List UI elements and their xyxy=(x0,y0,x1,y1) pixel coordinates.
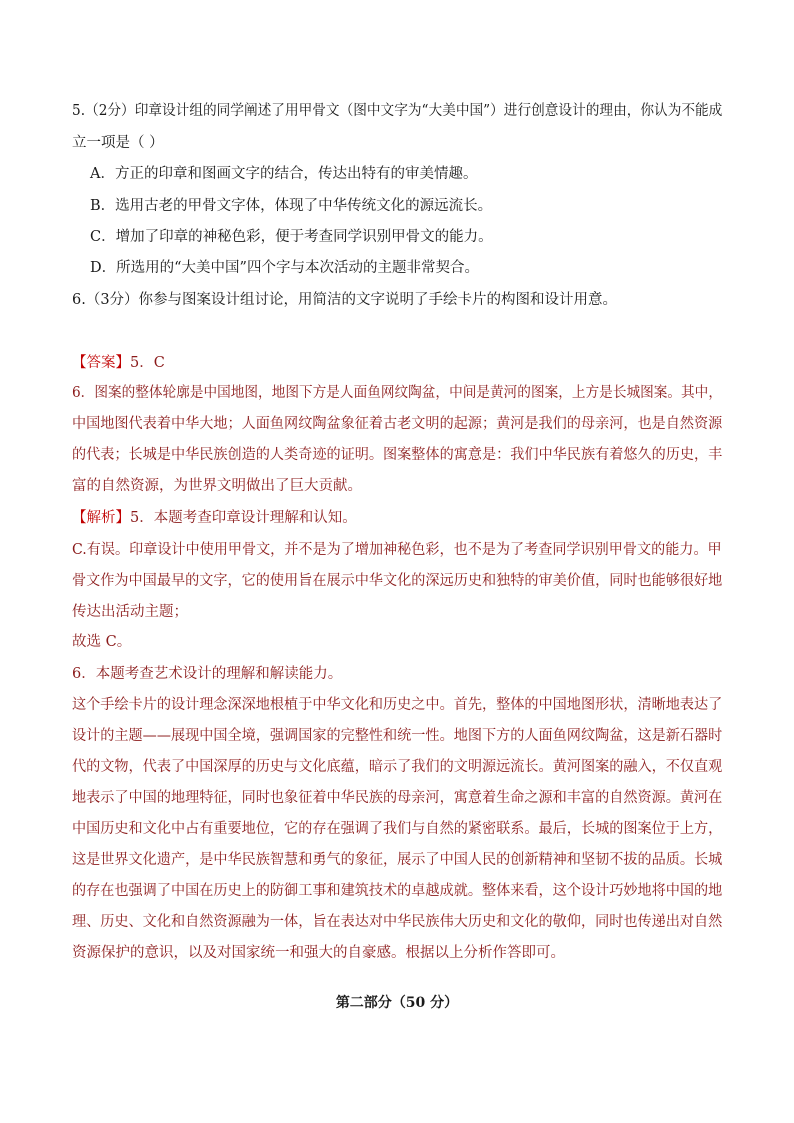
analysis-5-line-2: 骨文作为中国最早的文字，它的使用旨在展示中华文化的深远历史和独特的审美价值，同时也能够很好地 xyxy=(72,573,723,589)
analysis-5-line-1: C.有误。印章设计中使用甲骨文，并不是为了增加神秘色彩，也不是为了考查同学识别甲骨文的能力。甲 xyxy=(72,542,722,558)
analysis-6-line-6: 这是世界文化遗产，是中华民族智慧和勇气的象征，展示了中国人民的创新精神和坚韧不拔的品质。长城 xyxy=(72,852,723,868)
analysis-6-intro: 6．本题考查艺术设计的理解和解读能力。 xyxy=(72,666,343,682)
question-6-line-1: 6.（3分）你参与图案设计组讨论，用简洁的文字说明了手绘卡片的构图和设计用意。 xyxy=(72,292,618,308)
section-title: 第二部分（50 分） xyxy=(335,995,459,1011)
question-5-line-1: 5.（2分）印章设计组的同学阐述了用甲骨文（图中文字为“大美中国”）进行创意设计的理由，你认为不能成 xyxy=(72,103,723,119)
analysis-6-line-9: 资源保护的意识，以及对国家统一和强大的自豪感。根据以上分析作答即可。 xyxy=(72,945,565,961)
answer-line-4: 富的自然资源，为世界文明做出了巨大贡献。 xyxy=(72,478,362,494)
option-c: C．增加了印章的神秘色彩，便于考查同学识别甲骨文的能力。 xyxy=(90,229,493,245)
analysis-6-line-7: 的存在也强调了中国在历史上的防御工事和建筑技术的卓越成就。整体来看，这个设计巧妙地将中国的地 xyxy=(72,883,723,899)
answer-line-2: 中国地图代表着中华大地；人面鱼网纹陶盆象征着古老文明的起源；黄河是我们的母亲河，也是自然资源 xyxy=(72,416,723,432)
answer-line-1: 6．图案的整体轮廓是中国地图，地图下方是人面鱼网纹陶盆，中间是黄河的图案，上方是长城图案。其中， xyxy=(72,385,722,401)
answer-heading xyxy=(72,353,165,373)
analysis-6-line-2: 设计的主题——展现中国全境，强调国家的完整性和统一性。地图下方的人面鱼网纹陶盆，这是新石器时 xyxy=(72,728,723,744)
analysis-text: 5．本题考查印章设计理解和认知。 xyxy=(130,510,357,526)
analysis-label: 【解析】 xyxy=(72,510,130,526)
answer-label: 【答案】 xyxy=(72,355,130,371)
option-a: A．方正的印章和图画文字的结合，传达出特有的审美情趣。 xyxy=(90,166,478,182)
option-d: D．所选用的“大美中国”四个字与本次活动的主题非常契合。 xyxy=(90,260,479,276)
analysis-6-line-8: 理、历史、文化和自然资源融为一体，旨在表达对中华民族伟大历史和文化的敬仰，同时也传递出对自然 xyxy=(72,914,723,930)
analysis-6-line-4: 地表示了中国的地理特征，同时也象征着中华民族的母亲河，寓意着生命之源和丰富的自然资源。黄河在 xyxy=(72,790,723,806)
analysis-5-line-4: 故选 C。 xyxy=(72,634,132,650)
analysis-5-line-3: 传达出活动主题； xyxy=(72,604,188,620)
answer-line-3: 的代表；长城是中华民族创造的人类奇迹的证明。图案整体的寓意是：我们中华民族有着悠久的历史，丰 xyxy=(72,447,723,463)
analysis-6-line-3: 代的文物，代表了中国深厚的历史与文化底蕴，暗示了我们的文明源远流长。黄河图案的融入，不仅直观 xyxy=(72,759,723,775)
option-b: B．选用古老的甲骨文字体，体现了中华传统文化的源远流长。 xyxy=(90,198,493,214)
answer-text: 5．C xyxy=(130,355,165,371)
question-5-line-2: 立一项是（ ） xyxy=(72,135,164,151)
analysis-6-line-5: 中国历史和文化中占有重要地位，它的存在强调了我们与自然的紧密联系。最后，长城的图案位于上方， xyxy=(72,821,723,837)
analysis-6-line-1: 这个手绘卡片的设计理念深深地根植于中华文化和历史之中。首先，整体的中国地图形状，清晰地表达了 xyxy=(72,697,723,713)
analysis-heading xyxy=(72,508,357,528)
